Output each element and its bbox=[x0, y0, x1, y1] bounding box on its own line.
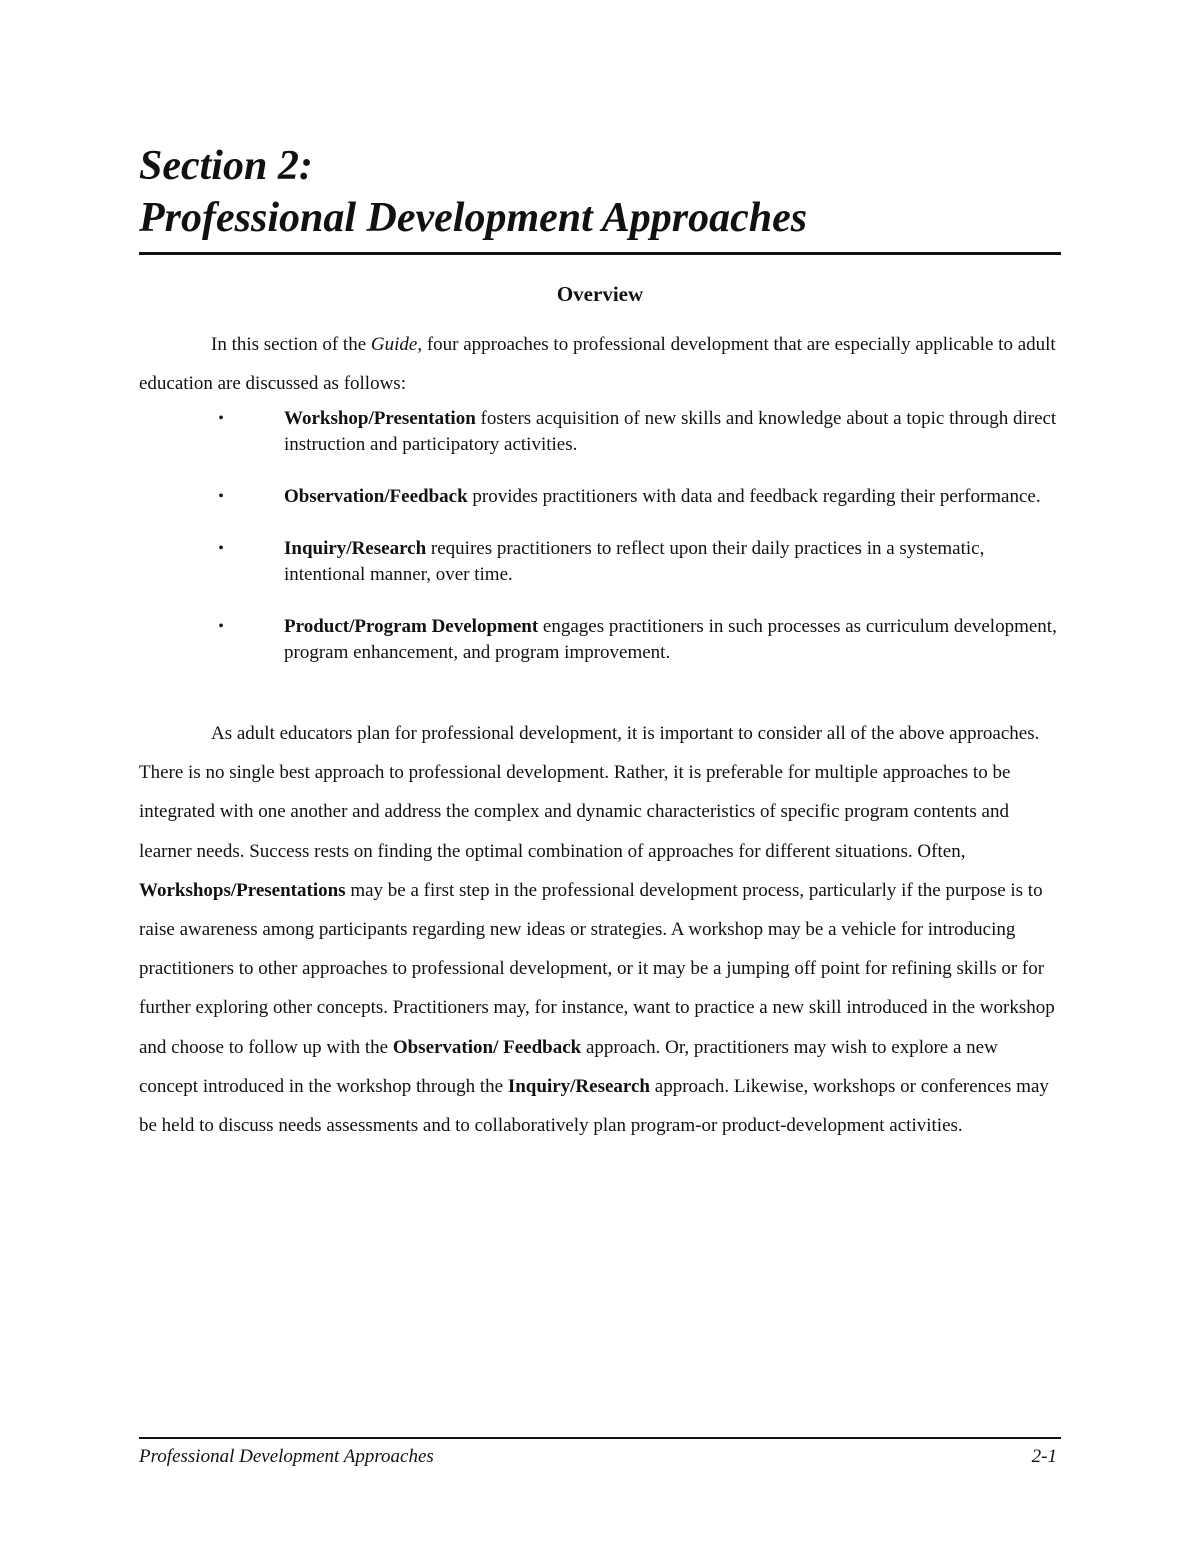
heading-underline bbox=[139, 252, 1061, 255]
section-heading bbox=[139, 140, 1060, 244]
section-title: Professional Development Approaches bbox=[139, 195, 808, 241]
approach-item bbox=[139, 614, 1064, 666]
body-paragraph bbox=[139, 714, 1061, 1145]
intro-text-after: , four approaches to professional development that are especially applicable to adult education are discussed as follows: bbox=[139, 334, 1056, 394]
approach-name: Product/Program Development bbox=[284, 616, 539, 637]
approach-description: fosters acquisition of new skills and knowledge about a topic through direct instruction and participatory activities. bbox=[284, 408, 1057, 455]
bullet-icon: • bbox=[218, 410, 224, 427]
footer-title: Professional Development Approaches bbox=[139, 1446, 434, 1467]
overview-heading: Overview bbox=[556, 282, 644, 306]
approach-name: Inquiry/Research bbox=[284, 538, 427, 559]
body-text: approach. Likewise, workshops or conferences may be held to discuss needs assessments and to collaboratively plan program-or product-development activities. bbox=[139, 1075, 1049, 1137]
approach-item bbox=[139, 406, 1064, 458]
bullet-icon: • bbox=[218, 540, 224, 557]
approach-item bbox=[139, 484, 1064, 510]
approach-description: engages practitioners in such processes as curriculum development, program enhancement, and program improvement. bbox=[284, 616, 1057, 663]
body-bold-term: Inquiry/Research bbox=[507, 1075, 651, 1097]
body-bold-term: Workshops/Presentations bbox=[139, 879, 346, 901]
guide-italic: Guide bbox=[370, 334, 418, 355]
body-bold-term: Observation/ Feedback bbox=[392, 1036, 582, 1058]
approach-item bbox=[139, 536, 1064, 588]
approach-description: provides practitioners with data and feedback regarding their performance. bbox=[467, 486, 1041, 507]
body-text: may be a first step in the professional development process, particularly if the purpose is to raise awareness among participants regarding new ideas or strategies. A workshop may be a vehicle for introducing practitioners to other approaches to professional development, or it may be a jumping off point for refining skills or for further exploring other concepts. Practitioners may, for instance, want to practice a new skill introduced in the workshop and choose to follow up with the bbox=[139, 879, 1055, 1058]
approach-name: Workshop/Presentation bbox=[284, 408, 476, 429]
page-number: 2-1 bbox=[1031, 1446, 1057, 1467]
bullet-icon: • bbox=[218, 488, 224, 505]
approach-name: Observation/Feedback bbox=[284, 486, 468, 507]
approach-list bbox=[139, 406, 1064, 692]
footer-rule bbox=[139, 1437, 1061, 1439]
intro-text-before: In this section of the bbox=[211, 334, 371, 355]
approach-description: requires practitioners to reflect upon their daily practices in a systematic, intentional manner, over time. bbox=[284, 538, 985, 585]
section-number: Section 2: bbox=[139, 143, 313, 189]
body-text: As adult educators plan for professional development, it is important to consider all of the above approaches. There is no single best approach to professional development. Rather, it is preferable for multiple approaches to be integrated with one another and address the complex and dynamic characteristics of specific program contents and learner needs. Success rests on finding the optimal combination of approaches for different situations. Often, bbox=[139, 723, 1040, 862]
bullet-icon: • bbox=[218, 618, 224, 635]
body-text: approach. Or, practitioners may wish to explore a new concept introduced in the workshop through the bbox=[139, 1036, 998, 1097]
intro-paragraph bbox=[139, 325, 1061, 403]
